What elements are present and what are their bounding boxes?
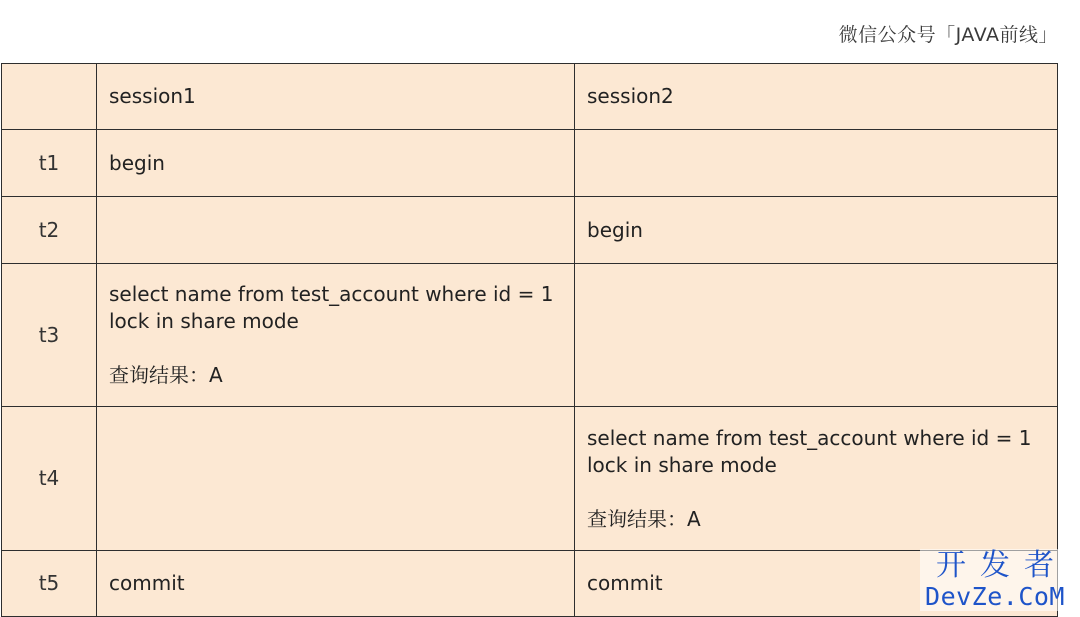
- session1-cell: [97, 407, 575, 551]
- cell-text-line: lock in share mode: [109, 309, 299, 333]
- cell-text-line: select name from test_account where id = 1: [587, 425, 1032, 450]
- table-row: [2, 551, 1058, 617]
- session-timeline-table: [1, 63, 1058, 617]
- session1-cell: [97, 551, 575, 617]
- session2-cell: [575, 264, 1058, 407]
- session2-cell: [575, 197, 1058, 264]
- time-cell: t4: [2, 407, 97, 551]
- session2-cell: [575, 130, 1058, 197]
- session1-cell: [97, 264, 575, 407]
- watermark-en-text: DevZe.CoM: [925, 582, 1065, 611]
- wechat-account-label: 微信公众号「JAVA前线」: [838, 24, 1058, 46]
- watermark-cn-text: 开发者: [936, 548, 1068, 583]
- time-cell: t2: [2, 197, 97, 264]
- header-session2-cell: session2: [575, 64, 1058, 130]
- cell-spacer: [587, 479, 1045, 506]
- cell-text-line: begin: [109, 150, 165, 175]
- table-row: [2, 130, 1058, 197]
- session1-cell: [97, 130, 575, 197]
- header-row: [2, 64, 1058, 130]
- cell-spacer: [109, 335, 562, 362]
- cell-text-line: commit: [587, 571, 663, 595]
- session1-cell: [97, 197, 575, 264]
- table-row: [2, 407, 1058, 551]
- cell-text-line: 查询结果：A: [109, 363, 223, 387]
- header-time-cell: [2, 64, 97, 130]
- cell-text-line: commit: [109, 571, 185, 595]
- session2-cell: [575, 407, 1058, 551]
- table-row: [2, 264, 1058, 407]
- cell-text-line: select name from test_account where id = 1: [109, 282, 554, 306]
- cell-text-line: lock in share mode: [587, 452, 777, 477]
- cell-text-line: 查询结果：A: [587, 506, 701, 531]
- header-session1-cell: session1: [97, 64, 575, 130]
- devze-watermark-logo: [920, 549, 1070, 611]
- cell-text-line: begin: [587, 217, 643, 242]
- time-cell: t1: [2, 130, 97, 197]
- time-cell: t5: [2, 551, 97, 617]
- table-row: [2, 197, 1058, 264]
- time-cell: t3: [2, 264, 97, 407]
